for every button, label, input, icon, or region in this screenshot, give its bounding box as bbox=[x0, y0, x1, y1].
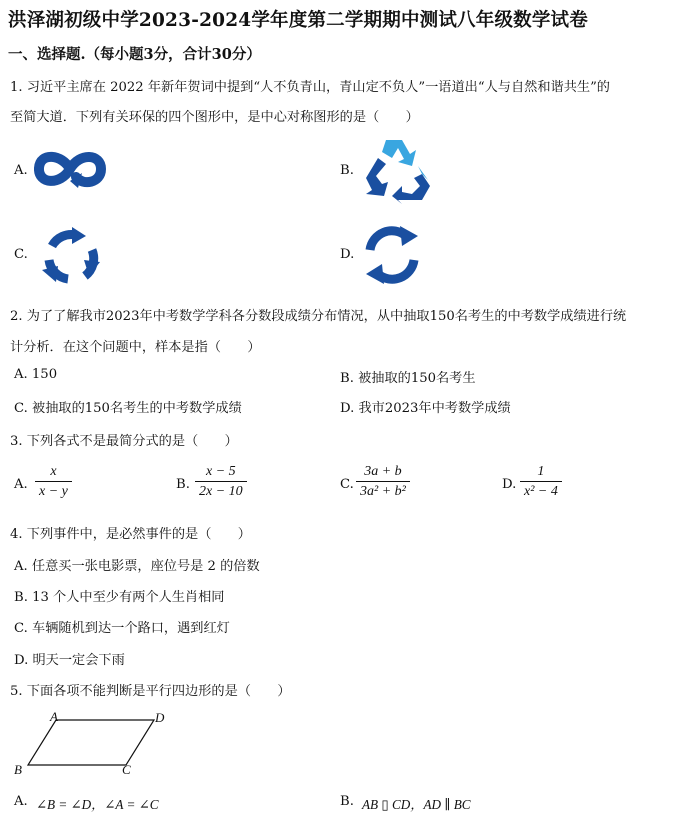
q3-d-numerator: 1 bbox=[520, 464, 562, 482]
vertex-label-c: C bbox=[122, 762, 131, 777]
q4-option-b: B. 13 个人中至少有两个人生肖相同 bbox=[14, 590, 225, 605]
q3-option-c-fraction bbox=[356, 464, 410, 500]
q3-option-b-label: B. bbox=[176, 477, 190, 492]
q3-option-b-fraction bbox=[195, 464, 247, 500]
question-4-stem: 4. 下列事件中，是必然事件的是（ ） bbox=[10, 527, 251, 542]
q1-option-b-label: B. bbox=[340, 163, 354, 178]
q2-option-c: C. 被抽取的150名考生的中考数学成绩 bbox=[14, 401, 242, 416]
infinity-recycle-icon bbox=[34, 146, 106, 192]
q3-b-numerator: x − 5 bbox=[195, 464, 247, 482]
q2-option-d: D. 我市2023年中考数学成绩 bbox=[340, 401, 511, 416]
vertex-label-b: B bbox=[14, 762, 22, 777]
q3-c-denominator: 3a² + b² bbox=[360, 484, 406, 499]
q2-option-a: A. 150 bbox=[14, 367, 58, 382]
q1-option-a-label: A. bbox=[14, 163, 28, 178]
q5-option-a-math: ∠B = ∠D，∠A = ∠C bbox=[36, 797, 159, 812]
recycle-triangle-icon bbox=[358, 134, 438, 206]
two-arrow-cycle-icon bbox=[358, 222, 426, 288]
vertex-label-a: A bbox=[50, 709, 58, 724]
question-2-line-2: 计分析．在这个问题中，样本是指（ ） bbox=[10, 340, 261, 355]
q3-b-denominator: 2x − 10 bbox=[199, 484, 243, 499]
question-3-stem: 3. 下列各式不是最简分式的是（ ） bbox=[10, 434, 238, 449]
question-1-line-2: 至简大道．下列有关环保的四个图形中，是中心对称图形的是（ ） bbox=[10, 110, 419, 125]
q3-option-a-fraction bbox=[35, 464, 72, 500]
q3-option-d-fraction bbox=[520, 464, 562, 500]
exam-title: 洪泽湖初级中学2023-2024学年度第二学期期中测试八年级数学试卷 bbox=[8, 10, 588, 31]
q2-option-b: B. 被抽取的150名考生 bbox=[340, 371, 476, 386]
q4-option-a: A. 任意买一张电影票，座位号是 2 的倍数 bbox=[14, 559, 260, 574]
question-1-line-1: 1. 习近平主席在 2022 年新年贺词中提到“人不负青山，青山定不负人”一语道出“人与自然和谐共生”的 bbox=[10, 80, 610, 95]
q3-option-d-label: D. bbox=[502, 477, 517, 492]
q5-option-b-label: B. bbox=[340, 794, 354, 809]
q3-a-denominator: x − y bbox=[39, 484, 68, 499]
q3-a-numerator: x bbox=[35, 464, 72, 482]
q5-option-a-label: A. bbox=[14, 794, 28, 809]
question-5-stem: 5. 下面各项不能判断是平行四边形的是（ ） bbox=[10, 684, 291, 699]
q3-option-a-label: A. bbox=[14, 477, 28, 492]
q4-option-c: C. 车辆随机到达一个路口，遇到红灯 bbox=[14, 621, 230, 636]
q4-option-d: D. 明天一定会下雨 bbox=[14, 653, 125, 668]
q1-option-c-label: C. bbox=[14, 247, 28, 262]
vertex-label-d: D bbox=[155, 710, 165, 725]
q3-d-denominator: x² − 4 bbox=[524, 484, 558, 499]
circular-arrows-icon bbox=[38, 224, 104, 290]
question-2-line-1: 2. 为了了解我市2023年中考数学学科各分数段成绩分布情况，从中抽取150名考生的中考数学成绩进行统 bbox=[10, 309, 627, 324]
q3-option-c-label: C. bbox=[340, 477, 354, 492]
q5-option-b-math: AB ▯ CD，AD ∥ BC bbox=[362, 797, 471, 812]
q3-c-numerator: 3a + b bbox=[356, 464, 410, 482]
q1-option-d-label: D. bbox=[340, 247, 355, 262]
section-heading-choice: 一、选择题.（每小题3分，合计30分） bbox=[8, 46, 261, 63]
parallelogram-figure bbox=[14, 708, 174, 778]
